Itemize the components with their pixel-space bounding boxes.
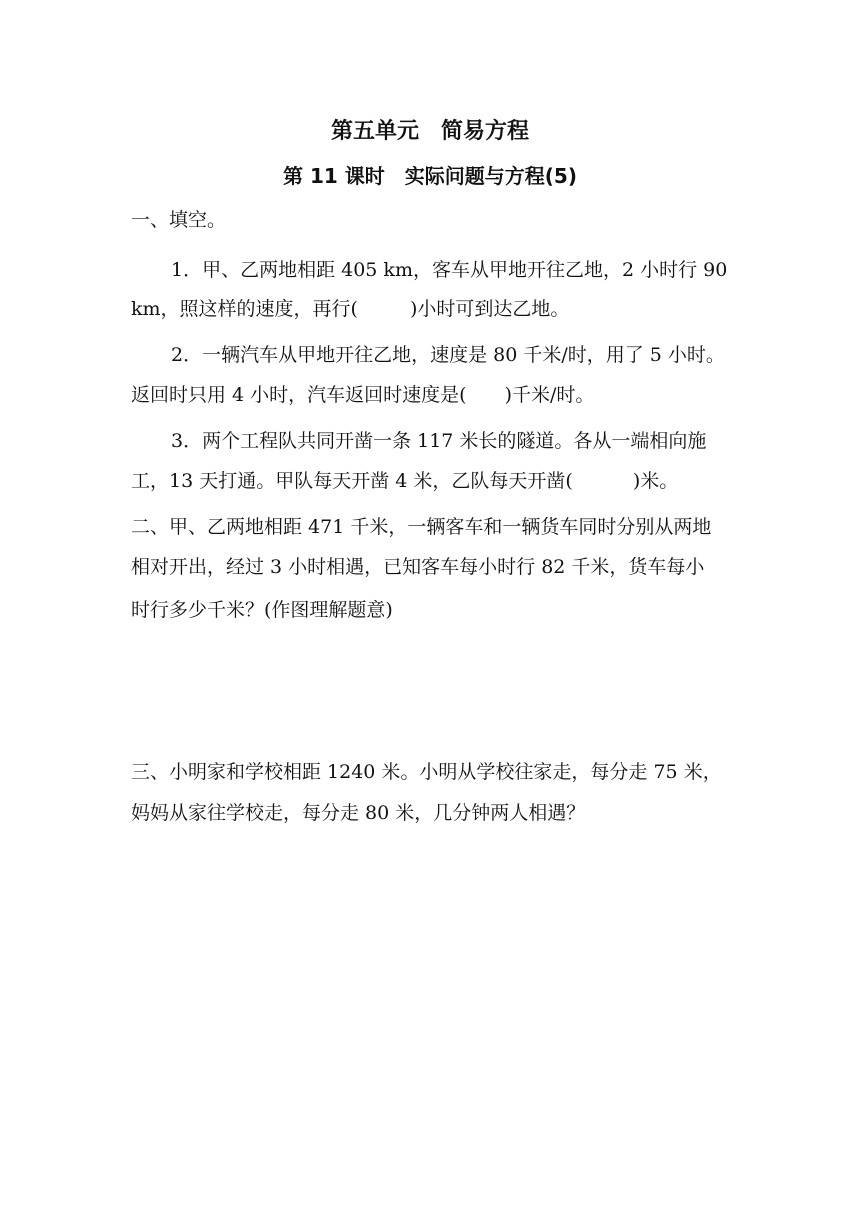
q2-text-before-blank: 返回时只用 4 小时，汽车返回时速度是( (131, 384, 467, 406)
unit-title: 第五单元 简易方程 (330, 119, 529, 144)
q3-line2 (131, 469, 678, 493)
q1-line2 (131, 297, 569, 321)
lesson-title: 第 11 课时 实际问题与方程(5) (283, 164, 577, 188)
section3-line1: 三、小明家和学校相距 1240 米。小明从学校往家走，每分走 75 米， (131, 761, 722, 783)
q3-text-after-blank: )米。 (632, 470, 679, 492)
section2-answer-area[interactable] (131, 640, 731, 740)
q1-line1: 1．甲、乙两地相距 405 km，客车从甲地开往乙地，2 小时行 90 (171, 259, 728, 281)
section2-line1: 二、甲、乙两地相距 471 千米，一辆客车和一辆货车同时分别从两地 (131, 516, 712, 538)
section1-heading: 一、填空。 (131, 209, 227, 231)
q1-text-before-blank: km，照这样的速度，再行( (131, 298, 358, 320)
q2-text-after-blank: )千米/时。 (504, 384, 595, 406)
section3-answer-area[interactable] (131, 850, 731, 1150)
section3-line2: 妈妈从家往学校走，每分走 80 米，几分钟两人相遇？ (131, 802, 586, 824)
q3-text-before-blank: 工，13 天打通。甲队每天开凿 4 米，乙队每天开凿( (131, 470, 573, 492)
section2-line2: 相对开出，经过 3 小时相遇，已知客车每小时行 82 千米，货车每小 (131, 556, 705, 578)
q1-text-after-blank: )小时可到达乙地。 (409, 298, 570, 320)
q2-line1: 2．一辆汽车从甲地开往乙地，速度是 80 千米/时，用了 5 小时。 (171, 344, 725, 366)
q3-line1: 3．两个工程队共同开凿一条 117 米长的隧道。各从一端相向施 (171, 430, 707, 452)
section2-line3: 时行多少千米？(作图理解题意) (131, 599, 393, 621)
q2-line2 (131, 383, 594, 407)
